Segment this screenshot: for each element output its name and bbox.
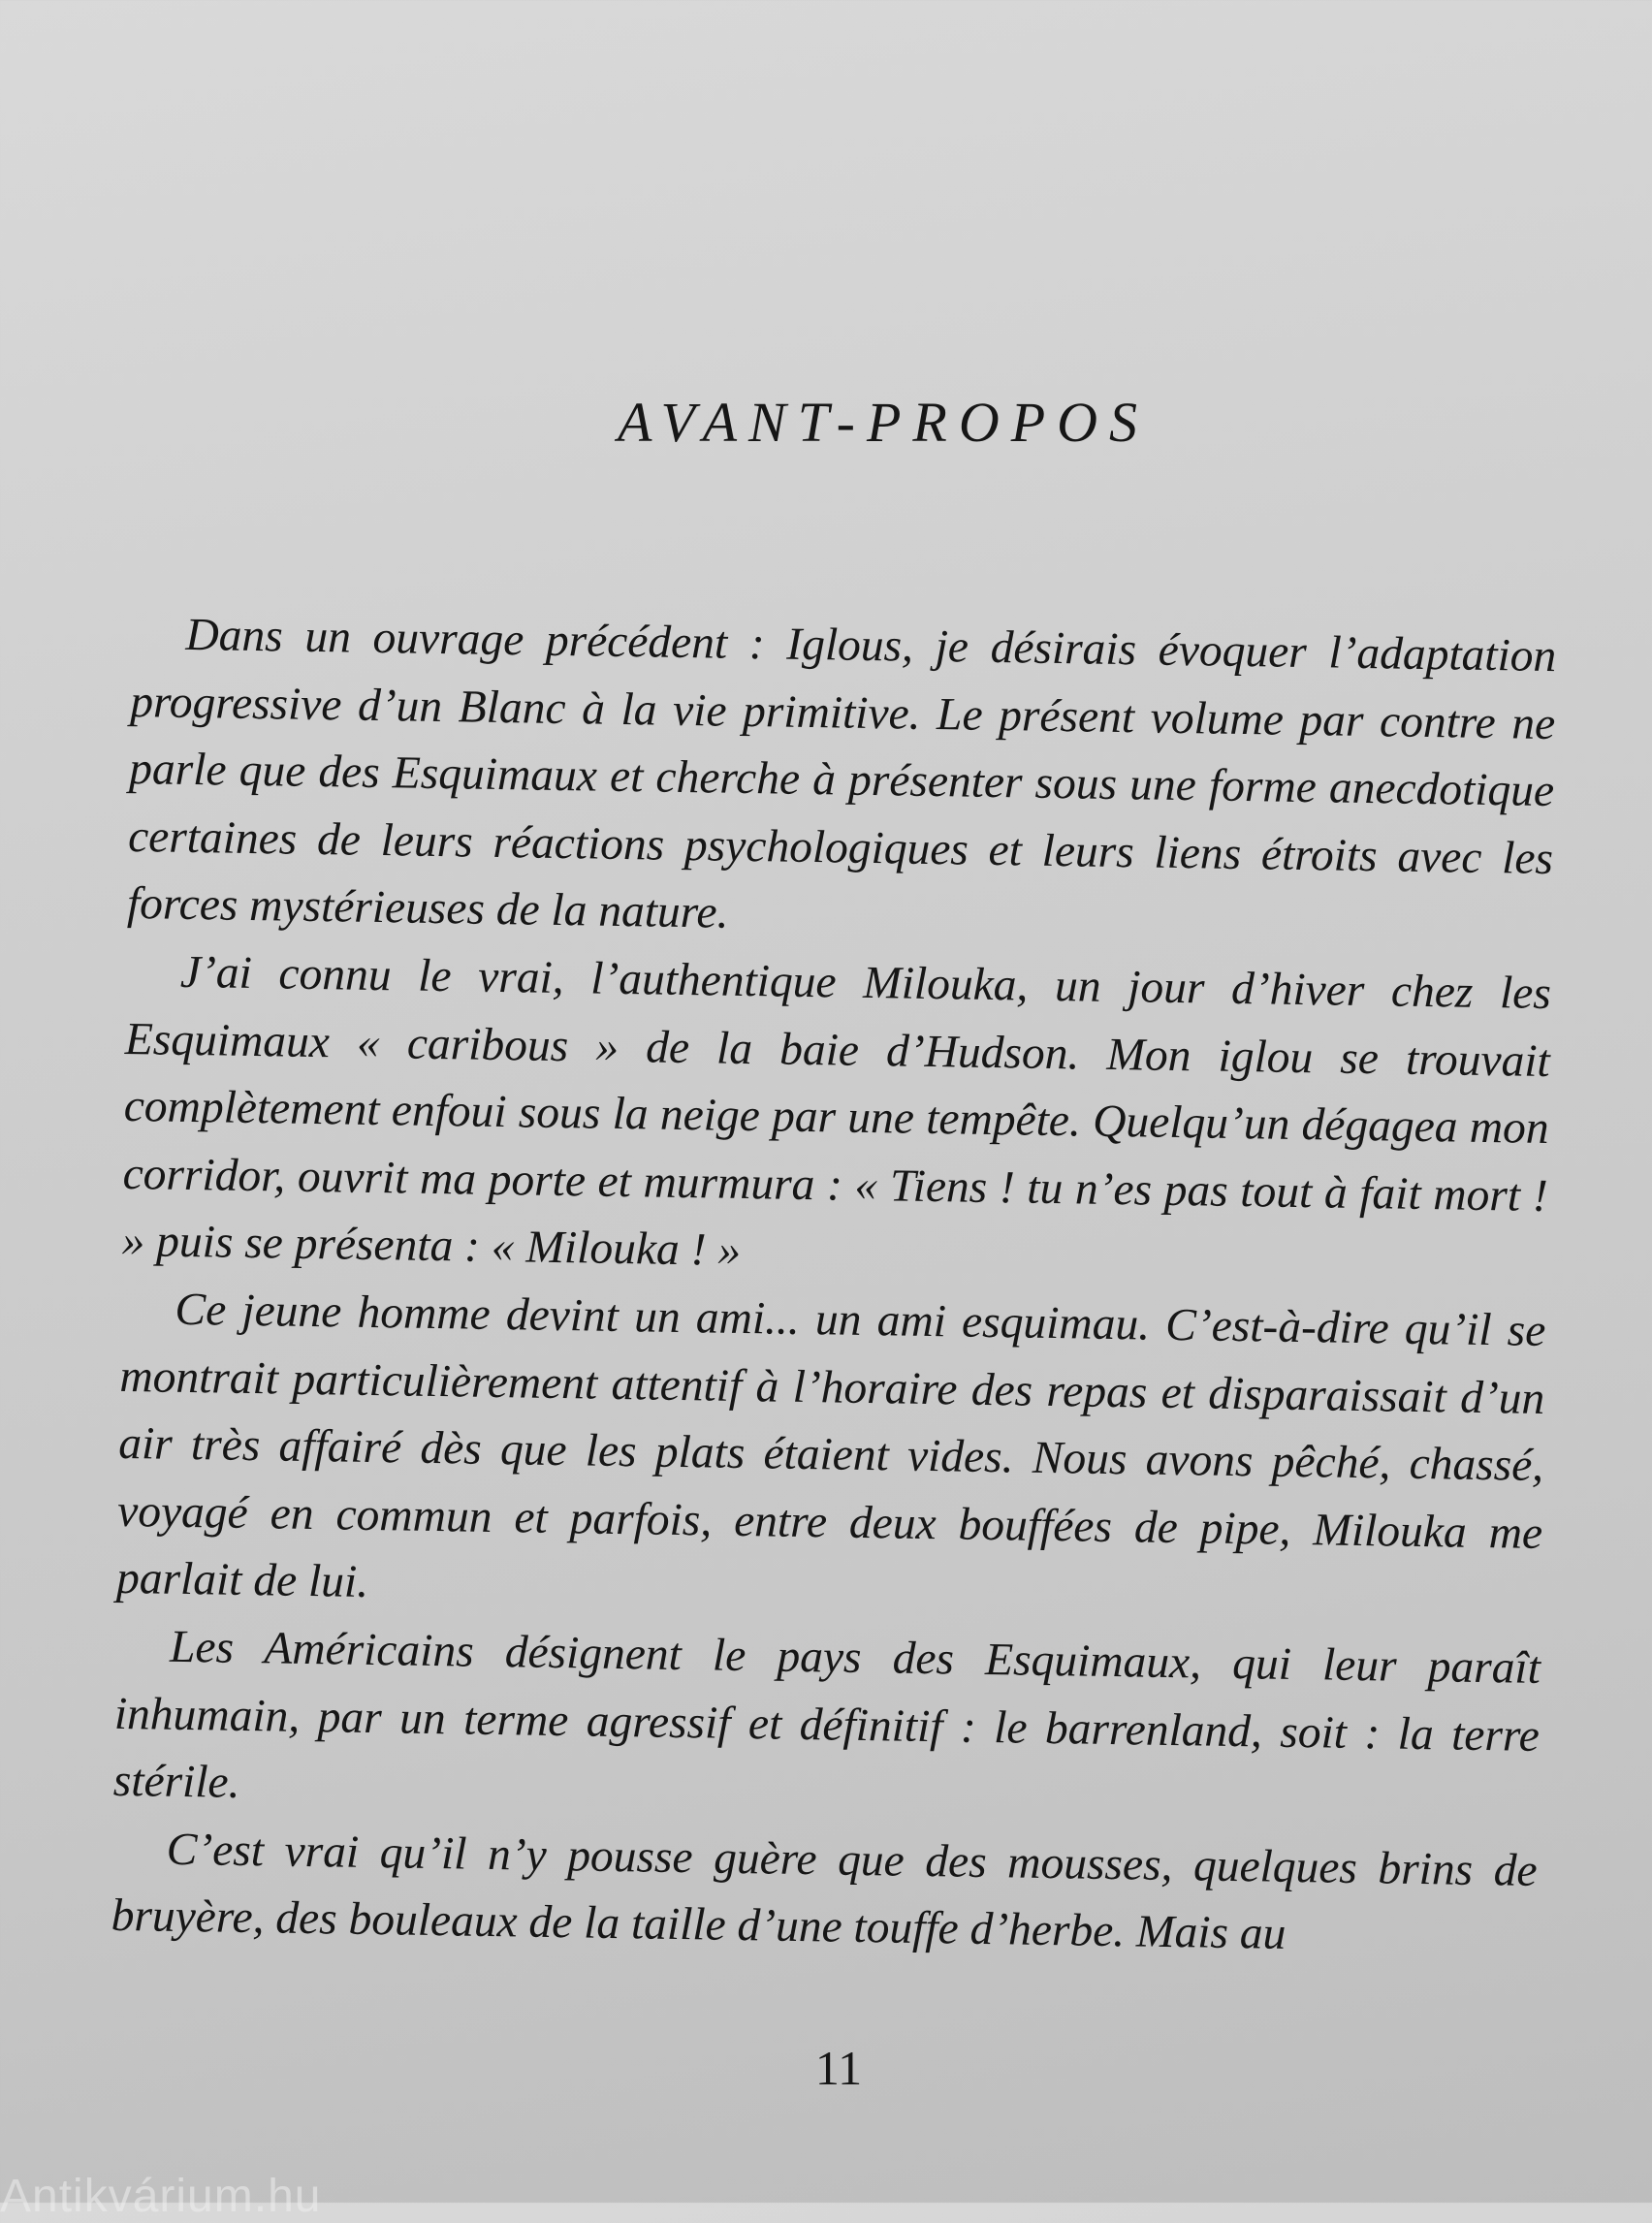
paragraph-2: J’ai connu le vrai, l’authentique Milouka, un jour d’hiver chez les Esquimaux « caribous » de la baie d’Hudson. Mon iglou se trouvait complètement enfoui sous la neige par une tempête. Quelqu’un dégagea mon corridor, ouvrit ma porte et murmura : « Tiens ! tu n’es pas tout à fait mort ! » puis se présenta : « Milouka ! » — [121, 946, 1552, 1277]
page-number: 11 — [814, 2041, 863, 2095]
paragraph-4: Les Américains désignent le pays des Esquimaux, qui leur paraît inhumain, par un terme agressif et définitif : le barrenland, soit : la terre stérile. — [112, 1621, 1541, 1808]
paragraph-3: Ce jeune homme devint un ami... un ami esquimau. C’est-à-dire qu’il se montrait particulièrement attentif à l’horaire des repas et disparaissait d’un air très affairé dès que les plats étaient vides. Nous avons pêché, chassé, voyagé en commun et parfois, entre deux bouffées de pipe, Milouka me parlait de lui. — [115, 1284, 1546, 1608]
body-text — [111, 601, 1557, 1973]
chapter-heading: AVANT-PROPOS — [617, 391, 1150, 454]
watermark: Antikvárium.hu — [0, 2171, 322, 2222]
paragraph-5: C’est vrai qu’il n’y pousse guère que des mousses, quelques brins de bruyère, des bouleaux de la taille d’une touffe d’herbe. Mais au — [111, 1824, 1539, 1960]
paragraph-1: Dans un ouvrage précédent : Iglous, je désirais évoquer l’adaptation progressive d’un Blanc à la vie primitive. Le présent volume par contre ne parle que des Esquimaux et cherche à présenter sous une forme anecdotique certaines de leurs réactions psychologiques et leurs liens étroits avec les forces mystérieuses de la nature. — [126, 609, 1557, 939]
